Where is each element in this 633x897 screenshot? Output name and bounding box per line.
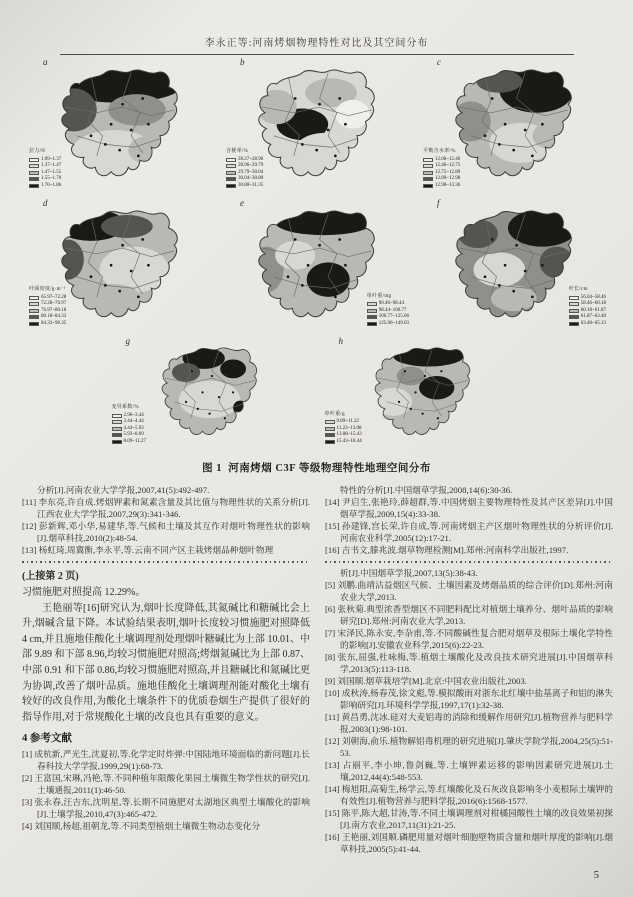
legend-swatch — [112, 440, 122, 444]
figure-1 — [0, 56, 633, 475]
legend-swatch — [569, 315, 579, 319]
legend-label: 29.79~30.04 — [238, 169, 264, 175]
legend-label: 90.46~98.44 — [378, 301, 404, 306]
reference-item: [16] 吉书文,滕兆波.烟草物理检测[M].郑州:河南科学出版社,1997. — [325, 545, 569, 555]
legend-label: 15.43~18.44 — [336, 438, 362, 444]
map-panel-letter: f — [437, 198, 440, 208]
legend-title: 拉力/N — [29, 149, 46, 154]
legend-label: 28.27~28.96 — [238, 156, 264, 162]
content-columns — [0, 475, 633, 855]
continuation-line: 析[J].中国烟草学报,2007,13(5):38-43. — [340, 568, 478, 578]
map-cell-c — [415, 56, 612, 197]
legend-label: 5.93~8.09 — [123, 432, 144, 437]
reference-item: [14] 尹启生,张艳玲,薛超群,等.中国烤烟主要物理特性及其产区差异[J].中国烟草学报,2009,15(4):33-38. — [325, 497, 613, 519]
map-legend — [367, 294, 409, 328]
reference-list-top-right — [325, 484, 613, 556]
map-legend — [29, 287, 66, 327]
legend-label: 72.28~76.97 — [41, 301, 67, 306]
legend-swatch — [423, 158, 433, 162]
dashed-separator-left — [22, 561, 310, 563]
legend-label: 65.97~72.28 — [41, 294, 67, 300]
legend-swatch — [569, 302, 579, 306]
map-cell-h — [317, 335, 530, 453]
header-rule — [60, 54, 574, 55]
reference-item: [15] 陈平,陈大超,甘涛,等.不同土壤调理剂对柑橘园酸性土壤的改良效果初探[J].南方农业,2017,11(31):21-25. — [325, 808, 613, 830]
legend-swatch — [325, 433, 335, 437]
legend-title: 单叶重/mg — [366, 293, 392, 299]
reference-item: 分析[J].河南农业大学学报,2007,41(5):492-497. — [37, 485, 210, 495]
reference-item: [10] 成秋涛,杨春茂,徐文彪,等.模拟酸雨对浙东北红壤中盐基离子和铝的淋失影响研究[J].环境科学学报,1997,17(1):32-38. — [325, 688, 613, 710]
legend-swatch — [29, 164, 39, 168]
legend-swatch — [112, 427, 122, 431]
map-cell-e — [218, 197, 415, 335]
reference-item: 特性的分析[J].中国烟草学报,2008,14(6):30-36. — [340, 485, 513, 495]
legend-label: 4.44~5.93 — [123, 425, 144, 431]
references-heading: 4 参考文献 — [22, 733, 72, 745]
legend-swatch — [367, 309, 377, 313]
map-legend — [569, 287, 606, 327]
legend-label: 30.80~31.35 — [238, 182, 264, 188]
legend-label: 12.46~12.75 — [435, 163, 461, 168]
legend-swatch — [29, 315, 39, 319]
legend-swatch — [29, 296, 39, 300]
legend-label: 60.18~61.87 — [580, 307, 606, 313]
legend-label: 56.04~58.46 — [580, 294, 606, 300]
map-panel-letter: h — [338, 336, 343, 346]
reference-item: [3] 张永春,汪吉东,沈明星,等.长期不同施肥对太湖地区典型土壤酸化的影响[J].土壤学报,2010,47(3):465-472. — [22, 797, 310, 820]
legend-swatch — [325, 420, 335, 424]
map-cell-f — [415, 197, 612, 335]
legend-title: 叶长/cm — [568, 287, 588, 292]
reference-item: [5] 刘鹏.曲靖沾益烟区气候、土壤因素及烤烟品质的综合评价[D].郑州:河南农业大学,2013. — [325, 580, 613, 602]
legend-swatch — [29, 302, 39, 306]
map-legend — [112, 405, 147, 445]
legend-swatch — [226, 164, 236, 168]
legend-label: 58.46~60.18 — [580, 301, 606, 306]
map-legend — [29, 149, 61, 189]
map-panel-letter: e — [240, 198, 244, 208]
legend-label: 76.97~80.18 — [41, 307, 67, 313]
reference-item: [6] 张秋菊.典型浓香型烟区不同肥料配比对植烟土壤养分、烟叶品质的影响研究[D].郑州:河南农业大学,2013. — [325, 604, 613, 626]
legend-swatch — [367, 322, 377, 326]
legend-swatch — [423, 177, 433, 181]
figure-caption — [0, 460, 633, 475]
legend-row — [112, 439, 147, 446]
legend-swatch — [325, 440, 335, 444]
reference-item: [14] 梅旭阳,高菊生,杨学云,等.红壤酸化及石灰改良影响冬小麦根际土壤钾的有效性[J].植物营养与肥料学报,2016(6):1568-1577. — [325, 784, 613, 806]
map-cell-d — [21, 197, 218, 335]
legend-swatch — [112, 414, 122, 418]
legend-label: 1.47~1.55 — [41, 169, 62, 175]
legend-row — [226, 183, 263, 190]
legend-swatch — [29, 184, 39, 188]
legend-title: 叶面密度/g·m⁻² — [29, 287, 66, 292]
map-panel-letter: b — [240, 57, 245, 67]
legend-label: 2.96~3.44 — [123, 412, 144, 418]
reference-item: [12] 刘朝海,俞乐.植物解铝毒机理的研究进展[J].肇庆学院学报,2004,25(5):51-53. — [325, 736, 613, 758]
reference-item: [13] 杨虹琦,周冀衡,李永平,等.云南不同产区主栽烤烟品种烟叶物理 — [22, 545, 274, 555]
legend-swatch — [29, 177, 39, 181]
legend-swatch — [325, 427, 335, 431]
legend-row — [569, 321, 606, 328]
legend-label: 106.77~125.06 — [378, 314, 409, 319]
map-panel-letter: d — [43, 198, 48, 208]
legend-label: 63.40~65.13 — [580, 320, 606, 326]
right-column — [325, 484, 613, 855]
legend-label: 1.70~1.86 — [41, 182, 62, 188]
reference-list-left — [22, 748, 310, 832]
legend-label: 3.44~4.44 — [123, 419, 144, 424]
legend-row — [423, 183, 460, 190]
reference-item: [7] 宋泽民,陈永安,李杂甫,等.不同酸碱性复合肥对烟草及根际土壤化学特性的影响[J].安徽农业科学,2015(6):22-23. — [325, 628, 613, 650]
map-legend — [423, 149, 460, 189]
legend-row — [29, 321, 66, 328]
legend-title: 变异系数/% — [111, 405, 139, 410]
legend-label: 1.09~1.37 — [41, 156, 62, 162]
map-cell-b — [218, 56, 415, 197]
reference-item: [8] 张东,屈强,杜咏梅,等.植烟土壤酸化及改良技术研究进展[J].中国烟草科学,2013(5):113-118. — [325, 652, 613, 674]
legend-label: 30.04~30.80 — [238, 176, 264, 181]
body-paragraph: 王艳丽等[16]研究认为,烟叶长度降低,其氮碱比和糖碱比会上升,烟碱含量下降。本试验结果表明,烟叶长度较习惯施肥对照降低 4 cm,并且施地佳酸化土壤调理剂处理烟叶糖碱比为上部 10.01、中部 9.89 和下部 8.96,均较习惯施肥对照高;烤烟氮碱比为上部 0.87、中部 0.91 和下部 0.86,均较习惯施肥对照高,并且糖碱比和氮碱比更为协调,改善了烟叶品质。施地佳酸化土壤调理剂能对酸化土壤有较好的改良作用,为酸化土壤条件下的优质卷烟生产提供了很好的指导作用,对于常规酸化土壤的改良也具有重要的意义。 — [22, 602, 310, 723]
reference-list-right — [325, 579, 613, 855]
reference-item: [13] 占丽平,李小坤,鲁剑巍,等.土壤钾素运移的影响因素研究进展[J].土壤,2012,44(4):548-553. — [325, 760, 613, 782]
legend-label: 13.08~15.43 — [336, 432, 362, 437]
legend-swatch — [29, 171, 39, 175]
legend-swatch — [423, 184, 433, 188]
legend-label: 28.96~29.79 — [238, 163, 264, 168]
legend-label: 98.44~106.77 — [378, 307, 407, 313]
legend-swatch — [226, 158, 236, 162]
legend-row — [325, 439, 362, 446]
legend-label: 11.22~13.08 — [336, 425, 362, 431]
legend-title: 平衡含水率/% — [423, 149, 456, 154]
figure-caption-label: 图 1 — [202, 463, 222, 474]
legend-swatch — [367, 302, 377, 306]
reference-item: [4] 刘国顺,杨超,祖朝龙,等.不同类型植烟土壤微生物动态变化分 — [22, 821, 261, 832]
legend-swatch — [112, 420, 122, 424]
legend-swatch — [226, 171, 236, 175]
legend-label: 9.89~11.22 — [336, 419, 360, 424]
reference-item: [2] 王富国,宋琳,冯艳,等.不同种植年限酸化果园土壤微生物学性状的研究[J].土壤通报,2011(1):46-50. — [22, 773, 310, 796]
legend-label: 12.08~12.46 — [435, 156, 461, 162]
reference-item: [11] 李东亮,许自成.烤烟钾素和氮素含量及其比值与物理性状的关系分析[J].江西农业大学学报,2007,29(3):341-346. — [22, 497, 310, 519]
legend-label: 80.18~84.33 — [41, 314, 67, 319]
lead-line: 习惯施肥对照提高 12.29%。 — [22, 587, 146, 598]
legend-swatch — [29, 158, 39, 162]
maps-row-1 — [0, 56, 633, 197]
legend-label: 12.89~12.98 — [435, 176, 461, 181]
legend-label: 1.55~1.70 — [41, 176, 62, 181]
legend-label: 8.09~11.27 — [123, 438, 147, 444]
legend-label: 61.87~63.40 — [580, 314, 606, 319]
page-number: 5 — [593, 870, 599, 881]
map-panel-letter: a — [43, 57, 48, 67]
legend-swatch — [226, 184, 236, 188]
legend-row — [29, 183, 61, 190]
figure-caption-text: 河南烤烟 C3F 等级物理特性地理空间分布 — [228, 463, 431, 474]
legend-title: 单叶重/g — [324, 411, 345, 417]
legend-swatch — [569, 322, 579, 326]
map-legend — [226, 149, 263, 189]
legend-label: 12.98~13.36 — [435, 182, 461, 188]
legend-label: 125.06~149.03 — [378, 320, 409, 326]
reference-item: [16] 王艳丽,刘国顺.磷肥用量对烟叶细胞壁物质含量和烟叶厚度的影响[J].烟草科技,2005(5):41-44. — [325, 832, 613, 854]
dashed-separator-right — [325, 561, 613, 563]
legend-title: 含梗率/% — [226, 149, 249, 154]
legend-swatch — [112, 433, 122, 437]
legend-swatch — [226, 177, 236, 181]
reference-list-top-left — [22, 484, 310, 556]
reference-item: [11] 黄昌勇,沈冰.硅对大麦铝毒的消除和缓解作用研究[J].植物营养与肥料学报,2003(1):98-101. — [325, 712, 613, 734]
map-panel-letter: g — [125, 336, 130, 346]
map-cell-g — [104, 335, 317, 453]
reference-item: [12] 彭新辉,邓小华,易建华,等.气候和土壤及其互作对烟叶物理性状的影响[J].烟草科技,2010(2):48-54. — [22, 521, 310, 543]
legend-label: 12.75~12.89 — [435, 169, 461, 175]
maps-row-3 — [0, 335, 633, 453]
legend-swatch — [423, 164, 433, 168]
legend-swatch — [367, 315, 377, 319]
running-head: 李永正等:河南烤烟物理特性对比及其空间分布 — [204, 38, 429, 49]
reference-item: [1] 成杭新,严光生,沈夏初,等.化学定时炸弹:中国陆地环境面临的新问题[J].长春科技大学学报,1999,29(1):68-73. — [22, 749, 310, 772]
legend-swatch — [569, 309, 579, 313]
continued-from-tag: (上接第 2 页) — [22, 571, 79, 582]
map-legend — [325, 412, 362, 446]
legend-label: 1.37~1.47 — [41, 163, 62, 168]
legend-swatch — [569, 296, 579, 300]
reference-item: [15] 孙建锋,宫长荣,许自成,等.河南烤烟主产区烟叶物理性状的分析评价[J].河南农业科学,2005(12):17-21. — [325, 521, 613, 543]
legend-swatch — [29, 322, 39, 326]
legend-swatch — [29, 309, 39, 313]
map-cell-a — [21, 56, 218, 197]
map-panel-letter: c — [437, 57, 441, 67]
left-column — [22, 484, 310, 855]
maps-row-2 — [0, 197, 633, 335]
legend-row — [367, 321, 409, 328]
legend-swatch — [423, 171, 433, 175]
legend-label: 84.33~90.35 — [41, 320, 67, 326]
reference-item: [9] 刘国顺.烟草栽培学[M].北京:中国农业出版社,2003. — [325, 676, 527, 686]
